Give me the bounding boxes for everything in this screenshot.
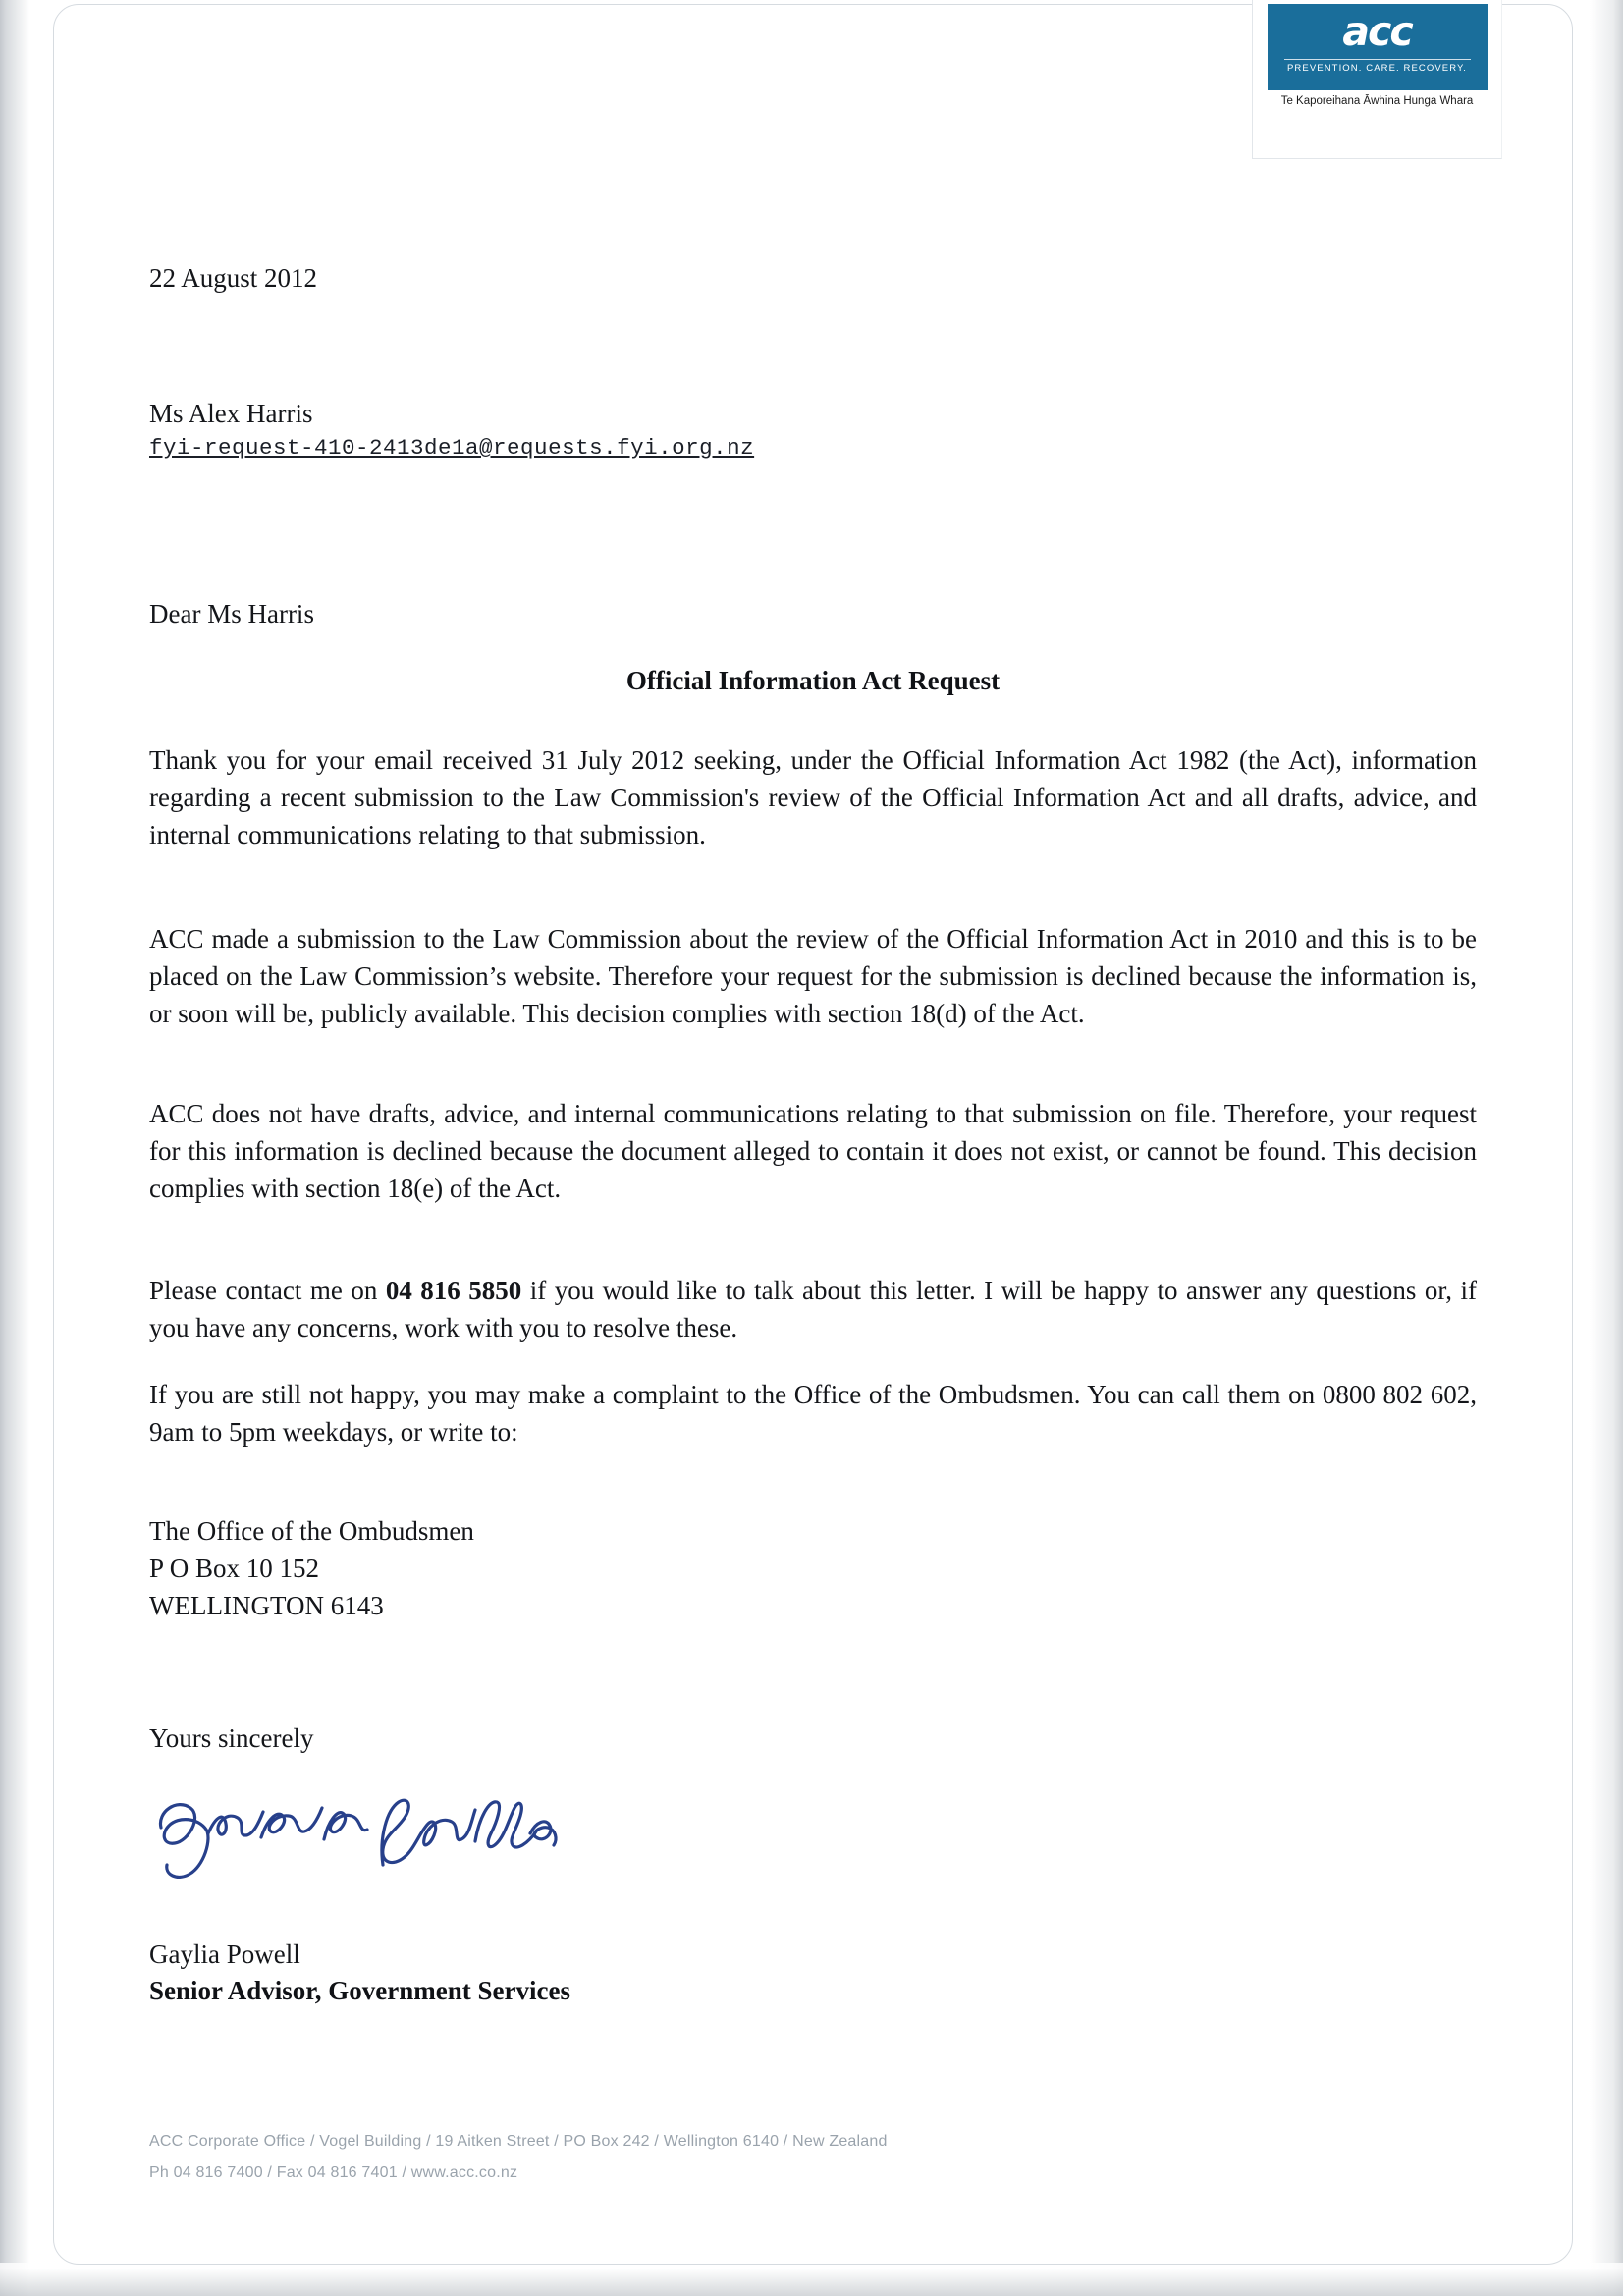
closing-salutation: Yours sincerely [149,1723,314,1753]
recipient-email-link[interactable]: fyi-request-410-2413de1a@requests.fyi.org.nz [149,435,755,461]
acc-logo-tagline: PREVENTION. CARE. RECOVERY. [1284,59,1471,74]
signature-image [151,1782,564,1890]
acc-logo [1252,0,1502,159]
scan-edge-right [1584,0,1623,2296]
footer-contact-line: Ph 04 816 7400 / Fax 04 816 7401 / www.acc.co.nz [149,2164,518,2181]
acc-wordmark: acc [1342,8,1412,55]
body-paragraph-3: ACC does not have drafts, advice, and internal communications relating to that submission on file. Therefore, your request for this information is declined because the document alleged to contain it does not exist, or cannot be found. This decision complies with section 18(e) of the Act. [149,1099,1477,1203]
recipient-name: Ms Alex Harris [149,399,313,428]
contact-outro-text: if you would like to talk about this letter. I will be happy to answer any questions or, if you have any concerns, work with you to resolve these. [149,1276,1477,1342]
body-paragraph-1: Thank you for your email received 31 July 2012 seeking, under the Official Information Act 1982 (the Act), information regarding a recent submission to the Law Commission's review of the Official Information Act and all drafts, advice, and internal communications relating to that submission. [149,745,1477,849]
salutation: Dear Ms Harris [149,599,314,629]
ombudsmen-address-line-3: WELLINGTON 6143 [149,1591,384,1620]
letter-date: 22 August 2012 [149,263,318,293]
signer-title: Senior Advisor, Government Services [149,1976,570,2005]
body-paragraph-2: ACC made a submission to the Law Commission about the review of the Official Information Act in 2010 and this is to be placed on the Law Commission’s website. Therefore your request for the submission is declined because the information is, or soon will be, publicly available. This decision complies with section 18(d) of the Act. [149,924,1477,1028]
acc-logo-maori-name: Te Kaporeihana Āwhina Hunga Whara [1280,95,1474,107]
signer-name: Gaylia Powell [149,1940,300,1969]
contact-intro-text: Please contact me on [149,1276,386,1305]
scan-edge-bottom [0,2263,1623,2296]
page-footer [149,2126,888,2189]
acc-logo-mark [1268,4,1488,90]
ombudsmen-address-line-1: The Office of the Ombudsmen [149,1516,474,1546]
scan-edge-left [0,0,45,2296]
contact-phone-number: 04 816 5850 [385,1276,522,1305]
ombudsmen-address [149,1512,474,1624]
body-paragraph-4 [149,1272,1477,1346]
ombudsmen-address-line-2: P O Box 10 152 [149,1554,320,1583]
letter-subject: Official Information Act Request [625,666,1001,695]
body-paragraph-5: If you are still not happy, you may make a complaint to the Office of the Ombudsmen. You can call them on 0800 802 602, 9am to 5pm weekdays, or write to: [149,1380,1477,1447]
footer-address-line: ACC Corporate Office / Vogel Building / 19 Aitken Street / PO Box 242 / Wellington 6140 / New Zealand [149,2133,888,2150]
